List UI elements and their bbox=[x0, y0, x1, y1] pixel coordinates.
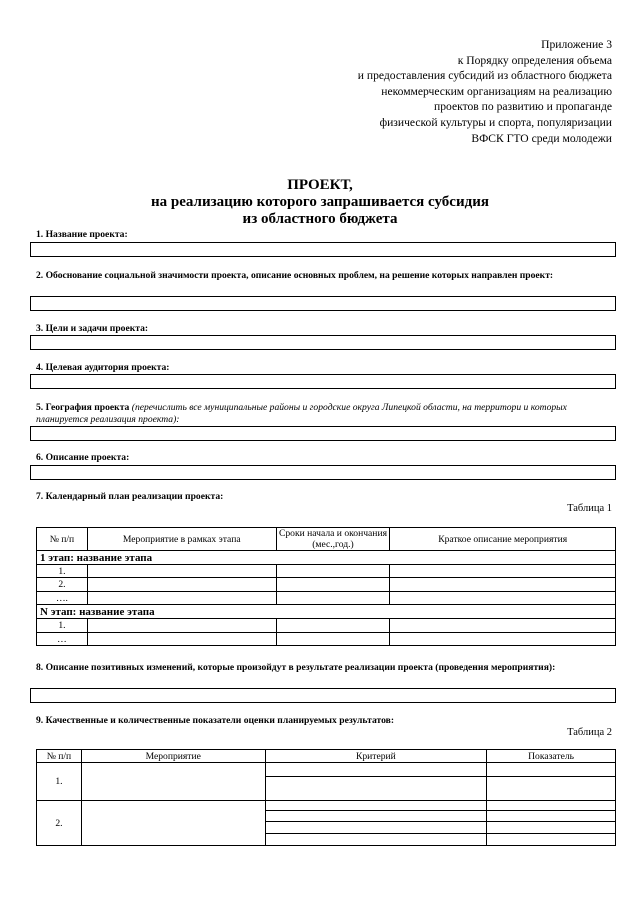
header-line: ВФСК ГТО среди молодежи bbox=[471, 131, 612, 145]
table1-caption: Таблица 1 bbox=[567, 503, 612, 514]
table-cell[interactable] bbox=[390, 592, 616, 605]
section-positive-changes-label: 8. Описание позитивных изменений, которые произойдут в результате реализации проекта (проведения мероприятия): bbox=[36, 662, 556, 673]
table-cell[interactable] bbox=[487, 834, 616, 846]
section-goals-label: 3. Цели и задачи проекта: bbox=[36, 323, 149, 334]
header-line: Приложение 3 bbox=[541, 38, 612, 51]
table-cell[interactable] bbox=[276, 578, 390, 592]
table-cell[interactable] bbox=[276, 619, 390, 633]
row-number: … bbox=[37, 633, 88, 646]
col-header-summary: Краткое описание мероприятия bbox=[390, 528, 616, 551]
row-number: 2. bbox=[37, 801, 82, 846]
table-cell[interactable] bbox=[81, 801, 265, 846]
table2-caption: Таблица 2 bbox=[567, 727, 612, 738]
geography-title: 5. География проекта bbox=[36, 402, 132, 413]
table-cell[interactable] bbox=[87, 565, 276, 578]
project-name-field[interactable] bbox=[30, 242, 616, 257]
section-description-label: 6. Описание проекта: bbox=[36, 452, 130, 463]
relevance-field[interactable] bbox=[30, 296, 616, 311]
table-cell[interactable] bbox=[487, 822, 616, 834]
section-audience-label: 4. Целевая аудитория проекта: bbox=[36, 362, 170, 373]
table-cell[interactable] bbox=[487, 811, 616, 822]
geography-note: (перечислить все муниципальные районы и городские округа Липецкой области, на территори и которых планируется реализация проекта): bbox=[36, 402, 567, 425]
col-header-number: № п/п bbox=[37, 750, 82, 763]
header-line: некоммерческим организациям на реализацию bbox=[381, 84, 612, 98]
header-line: проектов по развитию и пропаганде bbox=[434, 100, 612, 114]
col-header-criterion: Критерий bbox=[265, 750, 487, 763]
calendar-plan-table bbox=[36, 527, 616, 646]
document-subtitle: из областного бюджета bbox=[242, 211, 398, 227]
table-cell[interactable] bbox=[390, 619, 616, 633]
table-cell[interactable] bbox=[390, 633, 616, 646]
table-cell[interactable] bbox=[265, 763, 487, 777]
table-cell[interactable] bbox=[87, 578, 276, 592]
section-calendar-plan-label: 7. Календарный план реализации проекта: bbox=[36, 491, 224, 502]
table-cell[interactable] bbox=[265, 801, 487, 811]
row-number: 2. bbox=[37, 578, 88, 592]
table-cell[interactable] bbox=[390, 578, 616, 592]
table-cell[interactable] bbox=[87, 619, 276, 633]
geography-field[interactable] bbox=[30, 426, 616, 441]
section-project-name-label: 1. Название проекта: bbox=[36, 229, 128, 240]
row-number: 1. bbox=[37, 619, 88, 633]
row-number: 1. bbox=[37, 565, 88, 578]
row-number: …. bbox=[37, 592, 88, 605]
section-indicators-label: 9. Качественные и количественные показатели оценки планируемых результатов: bbox=[36, 715, 395, 726]
indicators-table bbox=[36, 749, 616, 846]
header-line: физической культуры и спорта, популяризации bbox=[379, 115, 612, 129]
document-subtitle: на реализацию которого запрашивается субсидия bbox=[151, 194, 489, 210]
description-field[interactable] bbox=[30, 465, 616, 480]
table-cell[interactable] bbox=[265, 811, 487, 822]
row-number: 1. bbox=[37, 763, 82, 801]
table-cell[interactable] bbox=[276, 592, 390, 605]
audience-field[interactable] bbox=[30, 374, 616, 389]
table-cell[interactable] bbox=[487, 801, 616, 811]
table-cell[interactable] bbox=[276, 633, 390, 646]
col-header-activity: Мероприятие bbox=[81, 750, 265, 763]
goals-field[interactable] bbox=[30, 335, 616, 350]
col-header-dates: Сроки начала и окончания (мес.,год.) bbox=[276, 528, 390, 551]
stage-row: 1 этап: название этапа bbox=[37, 551, 616, 565]
col-header-number: № п/п bbox=[37, 528, 88, 551]
table-cell[interactable] bbox=[390, 565, 616, 578]
table-cell[interactable] bbox=[87, 633, 276, 646]
section-relevance-label: 2. Обоснование социальной значимости проекта, описание основных проблем, на решение которых направлен проект: bbox=[36, 270, 554, 281]
stage-row: N этап: название этапа bbox=[37, 605, 616, 619]
table-cell[interactable] bbox=[87, 592, 276, 605]
col-header-activity: Мероприятие в рамках этапа bbox=[87, 528, 276, 551]
appendix-header bbox=[358, 37, 612, 146]
section-geography-label bbox=[36, 402, 606, 426]
table-cell[interactable] bbox=[487, 777, 616, 801]
table-cell[interactable] bbox=[487, 763, 616, 777]
table-cell[interactable] bbox=[265, 777, 487, 801]
col-header-indicator: Показатель bbox=[487, 750, 616, 763]
table-cell[interactable] bbox=[81, 763, 265, 801]
positive-changes-field[interactable] bbox=[30, 688, 616, 703]
header-line: к Порядку определения объема bbox=[457, 53, 612, 67]
table-cell[interactable] bbox=[276, 565, 390, 578]
header-line: и предоставления субсидий из областного бюджета bbox=[357, 69, 612, 83]
document-title: ПРОЕКТ, bbox=[287, 177, 353, 193]
table-cell[interactable] bbox=[265, 822, 487, 834]
table-cell[interactable] bbox=[265, 834, 487, 846]
